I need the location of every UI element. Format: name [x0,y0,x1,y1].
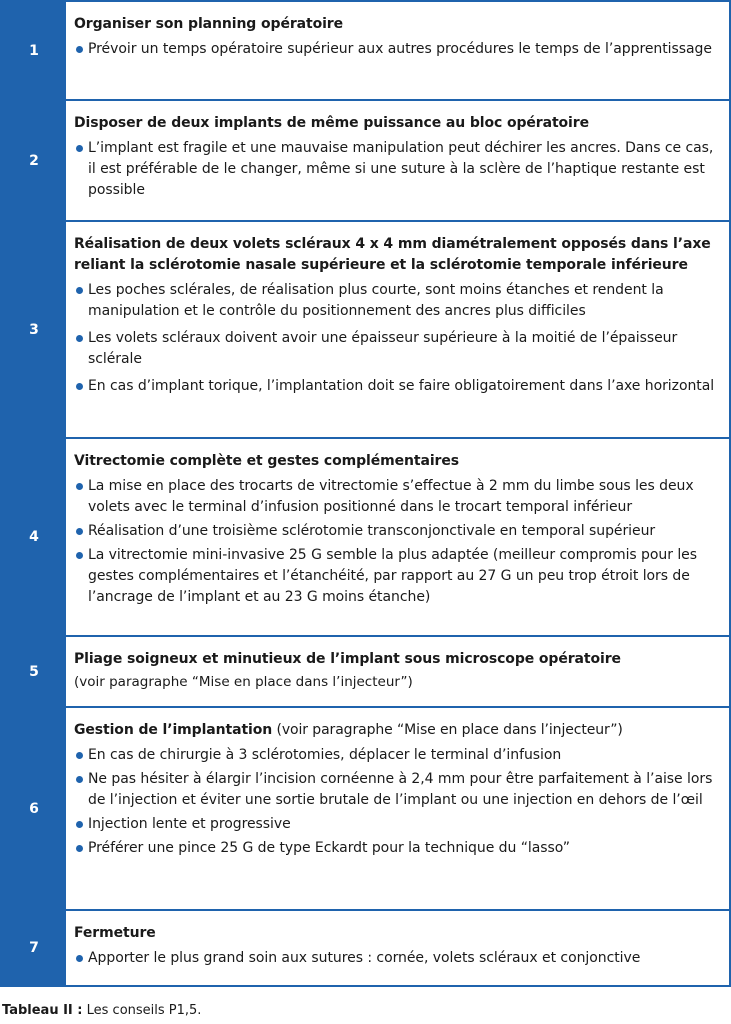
row-content [74,911,723,985]
bullet-icon [76,552,83,559]
table-row [0,909,731,987]
row-title: Vitrectomie complète et gestes complémentaires [74,453,459,469]
table-row [0,0,731,101]
row-content [74,2,723,99]
row-number: 4 [2,439,66,635]
bullet-icon [76,752,83,759]
row-title: Pliage soigneux et minutieux de l’implant sous microscope opératoire [74,651,621,667]
bullet-icon [76,145,83,152]
list-item: Les volets scléraux doivent avoir une épaisseur supérieure à la moitié de l’épaisseur sclérale [74,328,723,370]
list-item: En cas d’implant torique, l’implantation doit se faire obligatoirement dans l’axe horizontal [74,376,723,397]
table-row [0,437,731,637]
caption-label: Tableau II : [2,1003,83,1018]
bullet-list [74,745,723,859]
bullet-icon [76,335,83,342]
bullet-icon [76,776,83,783]
row-title: Organiser son planning opératoire [74,16,343,32]
row-number: 3 [2,222,66,437]
list-item: Ne pas hésiter à élargir l’incision cornéenne à 2,4 mm pour être parfaitement à l’aise lors de l’injection et éviter une sortie brutale de l’implant ou une injection en dehors de l’œil [74,769,723,811]
table-row [0,99,731,222]
table-row [0,706,731,911]
bullet-icon [76,287,83,294]
bullet-list [74,948,723,969]
list-item: L’implant est fragile et une mauvaise manipulation peut déchirer les ancres. Dans ce cas, il est préférable de le changer, même si une suture à la sclère de l’haptique restante est possible [74,138,723,201]
row-content [74,222,723,437]
list-item: Apporter le plus grand soin aux sutures : cornée, volets scléraux et conjonctive [74,948,723,969]
row-title: Disposer de deux implants de même puissance au bloc opératoire [74,115,589,131]
list-item: En cas de chirurgie à 3 sclérotomies, déplacer le terminal d’infusion [74,745,723,766]
bullet-icon [76,845,83,852]
row-title: Réalisation de deux volets scléraux 4 x 4 mm diamétralement opposés dans l’axe reliant la sclérotomie nasale supérieure et la sclérotomie temporale inférieure [74,236,711,273]
bullet-list [74,39,723,60]
list-item: Prévoir un temps opératoire supérieur aux autres procédures le temps de l’apprentissage [74,39,723,60]
bullet-icon [76,528,83,535]
list-item: La mise en place des trocarts de vitrectomie s’effectue à 2 mm du limbe sous les deux volets avec le terminal d’infusion positionné dans le trocart temporal inférieur [74,476,723,518]
bullet-icon [76,483,83,490]
row-note: (voir paragraphe “Mise en place dans l’injecteur”) [74,674,413,690]
list-item: La vitrectomie mini-invasive 25 G semble la plus adaptée (meilleur compromis pour les gestes complémentaires et l’étanchéité, par rapport au 27 G un peu trop étroit lors de l’ancrage de l’implant et au 23 G moins étanche) [74,545,723,608]
list-item: Réalisation d’une troisième sclérotomie transconjonctivale en temporal supérieur [74,521,723,542]
row-content [74,101,723,220]
table-caption [2,1003,201,1018]
bullet-list [74,280,723,397]
list-item: Les poches sclérales, de réalisation plus courte, sont moins étanches et rendent la manipulation et le contrôle du positionnement des ancres plus difficiles [74,280,723,322]
bullet-icon [76,955,83,962]
caption-text: Les conseils P1,5. [82,1003,202,1018]
row-number: 5 [2,637,66,706]
bullet-list [74,476,723,608]
bullet-icon [76,821,83,828]
bullet-list [74,138,723,201]
row-number: 7 [2,911,66,985]
list-item: Injection lente et progressive [74,814,723,835]
row-number: 2 [2,101,66,220]
row-content [74,637,723,706]
list-item: Préférer une pince 25 G de type Eckardt pour la technique du “lasso” [74,838,723,859]
row-content [74,708,723,909]
row-number: 6 [2,708,66,909]
row-title: Gestion de l’implantation (voir paragraphe “Mise en place dans l’injecteur”) [74,722,623,738]
table-row [0,635,731,708]
row-number: 1 [2,2,66,99]
table-row [0,220,731,439]
row-content [74,439,723,635]
row-title: Fermeture [74,925,156,941]
bullet-icon [76,46,83,53]
row-title-note: (voir paragraphe “Mise en place dans l’injecteur”) [272,722,623,738]
bullet-icon [76,383,83,390]
